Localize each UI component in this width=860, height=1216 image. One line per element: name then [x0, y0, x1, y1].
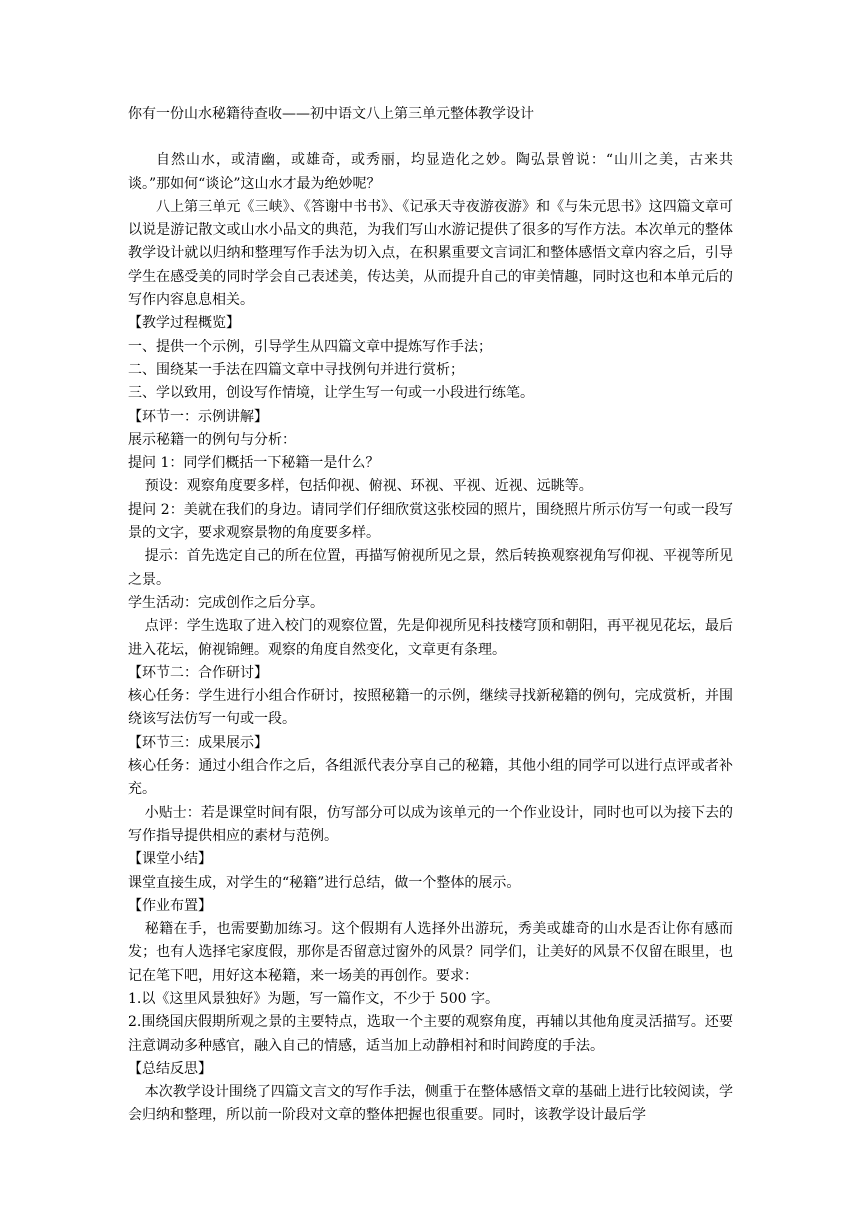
homework-req-1: 1.以《这里风景独好》为题，写一篇作文，不少于 500 字。	[128, 990, 499, 1007]
hint-paragraph: 提示：首先选定自己的所在位置，再描写俯视所见之景，然后转换观察视角写仰视、平视等所见之景。	[128, 548, 733, 588]
core-task-2: 核心任务：学生进行小组合作研讨，按照秘籍一的示例，继续寻找新秘籍的例句，完成赏析，并围绕该写法仿写一句或一段。	[128, 688, 733, 728]
core-task-3: 核心任务：通过小组合作之后，各组派代表分享自己的秘籍，其他小组的同学可以进行点评或者补充。	[128, 758, 733, 798]
section-heading-step1: 【环节一：示例讲解】	[128, 408, 268, 425]
section-heading-reflection: 【总结反思】	[128, 1060, 212, 1077]
homework-paragraph: 秘籍在手，也需要勤加练习。这个假期有人选择外出游玩，秀美或雄奇的山水是否让你有感而发；也有人选择宅家度假，那你是否留意过窗外的风景？同学们，让美好的风景不仅留在眼里，也记在笔下吧，用好这本秘籍，来一场美的再创作。要求：	[128, 921, 733, 984]
document-page	[128, 103, 733, 1128]
section-heading-process: 【教学过程概览】	[128, 315, 240, 332]
process-step-1: 一、提供一个示例，引导学生从四篇文章中提炼写作手法；	[128, 338, 492, 355]
reflection-paragraph: 本次教学设计围绕了四篇文言文的写作手法，侧重于在整体感悟文章的基础上进行比较阅读，学会归纳和整理，所以前一阶段对文章的整体把握也很重要。同时，该教学设计最后学	[128, 1084, 733, 1124]
section-heading-homework: 【作业布置】	[128, 897, 212, 914]
summary-paragraph: 课堂直接生成，对学生的“秘籍”进行总结，做一个整体的展示。	[128, 874, 521, 891]
preset-answer: 预设：观察角度要多样，包括仰视、俯视、环视、平视、近视、远眺等。	[144, 478, 593, 495]
question-1: 提问 1：同学们概括一下秘籍一是什么？	[128, 455, 380, 472]
question-2: 提问 2：美就在我们的身边。请同学们仔细欣赏这张校园的照片，围绕照片所示仿写一句或一段写景的文字，要求观察景物的角度要多样。	[128, 501, 733, 542]
section-heading-summary: 【课堂小结】	[128, 851, 212, 868]
document-title: 你有一份山水秘籍待查收——初中语文八上第三单元整体教学设计	[128, 106, 534, 122]
intro-paragraph: 自然山水，或清幽，或雄奇，或秀丽，均显造化之妙。陶弘景曾说：“山川之美，古来共谈。”那如何“谈论”这山水才最为绝妙呢？	[128, 152, 733, 192]
homework-req-2: 2.围绕国庆假期所观之景的主要特点，选取一个主要的观察角度，再辅以其他角度灵活描写。还要注意调动多种感官，融入自己的情感，适当加上动静相衬和时间跨度的手法。	[128, 1014, 733, 1054]
tip-paragraph: 小贴士：若是课堂时间有限，仿写部分可以成为该单元的一个作业设计，同时也可以为接下去的写作指导提供相应的素材与范例。	[128, 804, 733, 844]
example-intro: 展示秘籍一的例句与分析：	[128, 431, 296, 448]
section-heading-step2: 【环节二：合作研讨】	[128, 664, 268, 681]
student-activity: 学生活动：完成创作之后分享。	[128, 594, 324, 611]
process-step-2: 二、围绕某一手法在四篇文章中寻找例句并进行赏析；	[128, 361, 464, 378]
comment-paragraph: 点评：学生选取了进入校门的观察位置，先是仰视所见科技楼穹顶和朝阳，再平视见花坛，最后进入花坛，俯视锦鲤。观察的角度自然变化，文章更有条理。	[128, 618, 733, 658]
process-step-3: 三、学以致用，创设写作情境，让学生写一句或一小段进行练笔。	[128, 385, 534, 402]
unit-overview-paragraph: 八上第三单元《三峡》、《答谢中书书》、《记承天寺夜游夜游》和《与朱元思书》这四篇文章可以说是游记散文或山水小品文的典范，为我们写山水游记提供了很多的写作方法。本次单元的整体教学设计就以归纳和整理写作手法为切入点，在积累重要文言词汇和整体感悟文章内容之后，引导学生在感受美的同时学会自己表述美，传达美，从而提升自己的审美情趣，同时这也和本单元后的写作内容息息相关。	[128, 198, 733, 309]
section-heading-step3: 【环节三：成果展示】	[128, 734, 268, 751]
